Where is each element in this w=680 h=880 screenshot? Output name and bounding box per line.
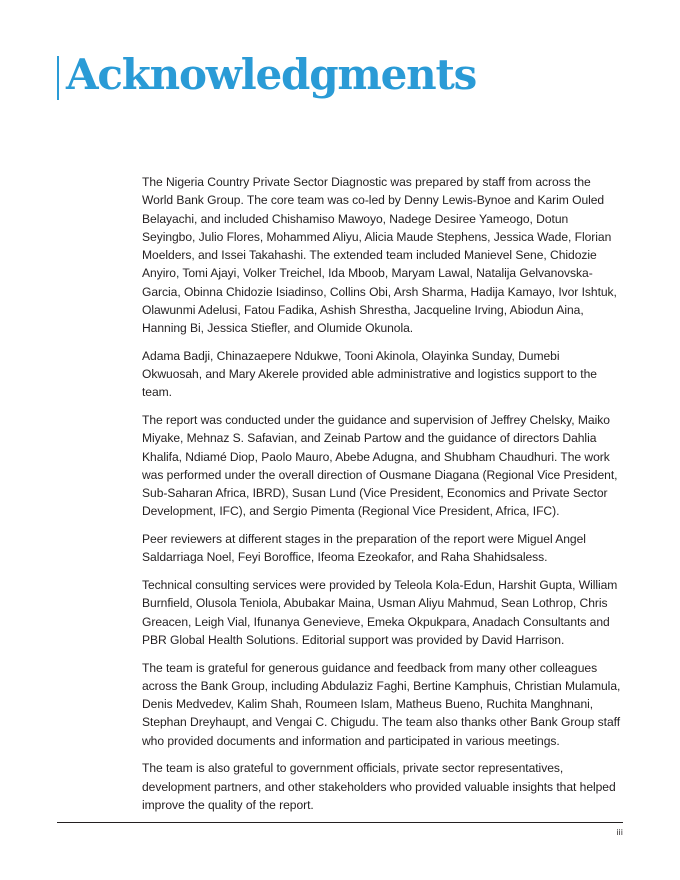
acknowledgments-body [142,173,622,824]
paragraph-colleagues: The team is grateful for generous guidance and feedback from many other colleagues across the Bank Group, including Abdulaziz Faghi, Bertine Kamphuis, Christian Mulamula, Denis Medvedev, Kalim Shah, Roumeen Islam, Matheus Bueno, Ruchita Manghnani, Stephan Dreyhaupt, and Vengai C. Chigudu. The team also thanks other Bank Group staff who provided documents and information and participated in various meetings. [142,660,621,748]
paragraph-stakeholders: The team is also grateful to government officials, private sector representatives, development partners, and other stakeholders who provided valuable insights that helped improve the quality of the report. [142,761,616,812]
page-title: Acknowledgments [66,50,477,99]
paragraph-admin-support: Adama Badji, Chinazaepere Ndukwe, Tooni Akinola, Olayinka Sunday, Dumebi Okwuosah, and Mary Akerele provided able administrative and logistics support to the team. [142,348,597,400]
paragraph-core-team: The Nigeria Country Private Sector Diagnostic was prepared by staff from across the World Bank Group. The core team was co-led by Denny Lewis-Bynoe and Karim Ouled Belayachi, and included Chishamiso Mawoyo, Nadege Desiree Yameogo, Dotun Seyingbo, Julio Flores, Mohammed Aliyu, Alicia Maude Stephens, Jessica Wade, Florian Moelders, and Issei Takahashi. The extended team included Manievel Sene, Chidozie Anyiro, Tomi Ajayi, Volker Treichel, Ida Mboob, Maryam Lawal, Natalija Gelvanovska-Garcia, Obinna Chidozie Isiadinso, Collins Obi, Arsh Sharma, Hadija Kamayo, Ivor Ishtuk, Olawunmi Adelusi, Fatou Fadika, Ashish Shrestha, Jacqueline Irving, Abiodun Aina, Hanning Bi, Jessica Stiefler, and Olumide Okunola. [142,175,617,335]
page-number: iii [616,828,623,837]
paragraph-peer-reviewers: Peer reviewers at different stages in the preparation of the report were Miguel Angel Saldarriaga Noel, Feyi Boroffice, Ifeoma Ezeokafor, and Raha Shahidsaless. [142,532,586,565]
footer-divider [57,822,623,823]
paragraph-consulting: Technical consulting services were provided by Teleola Kola-Edun, Harshit Gupta, William Burnfield, Olusola Teniola, Abubakar Maina, Usman Aliyu Mahmud, Sean Lothrop, Chris Greacen, Leigh Vial, Ifunanya Genevieve, Emeka Okpukpara, Anadach Consultants and PBR Global Health Solutions. Editorial support was provided by David Harrison. [142,578,618,647]
title-accent-rule [57,56,59,100]
paragraph-guidance: The report was conducted under the guidance and supervision of Jeffrey Chelsky, Maiko Miyake, Mehnaz S. Safavian, and Zeinab Partow and the guidance of directors Dahlia Khalifa, Ndiamé Diop, Paolo Mauro, Abebe Adugna, and Shubham Chaudhuri. The work was performed under the overall direction of Ousmane Diagana (Regional Vice President, Sub-Saharan Africa, IBRD), Susan Lund (Vice President, Economics and Private Sector Development, IFC), and Sergio Pimenta (Regional Vice President, Africa, IFC). [142,413,618,519]
